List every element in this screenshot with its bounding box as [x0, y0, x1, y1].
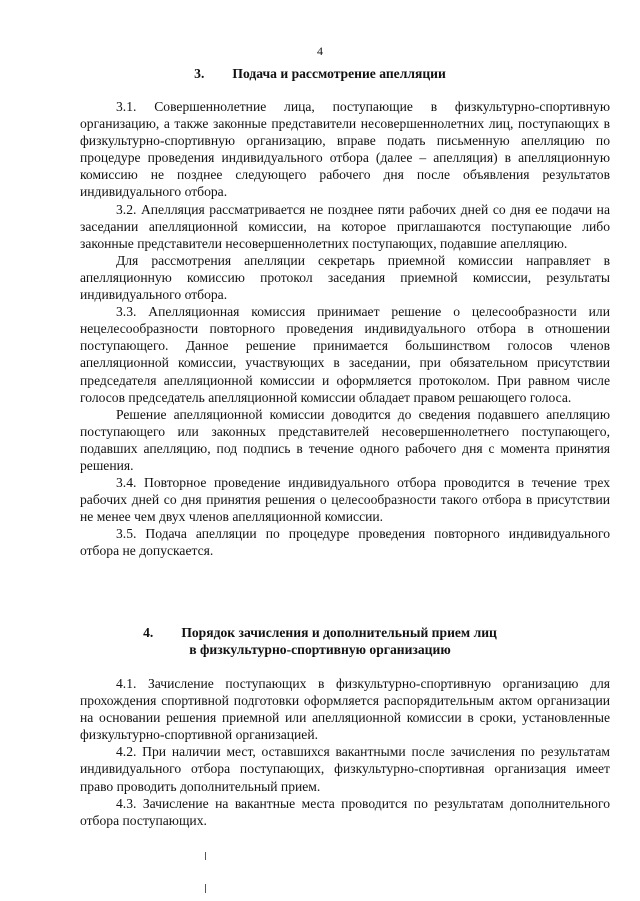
paragraph-3-1: 3.1. Совершеннолетние лица, поступающие в физкультурно-спортивную организацию, а также законные представители несовершеннолетних лиц, поступающих в физкультурно-спортивную организацию, вправе подать письменную апелляцию по процедуре проведения индивидуального отбора (далее – апелляция) в апелляционную комиссию не позднее следующего рабочего дня после объявления результатов индивидуального отбора.	[80, 99, 610, 200]
paragraph-3-3-cont: Решение апелляционной комиссии доводится до сведения подавшего апелляцию поступающего или законных представителей несовершеннолетнего поступающего, подавших апелляцию, под подпись в течение одного рабочего дня с момента принятия решения.	[80, 406, 610, 473]
section-4-title-line1: Порядок зачисления и дополнительный прием лиц	[181, 625, 497, 640]
paragraph-3-5: 3.5. Подача апелляции по процедуре проведения повторного индивидуального отбора не допускается.	[80, 526, 610, 559]
paragraph-3-2-cont: Для рассмотрения апелляции секретарь приемной комиссии направляет в апелляционную комиссию протокол заседания приемной комиссии, результаты индивидуального отбора.	[80, 252, 610, 303]
section-3-number: 3.	[194, 66, 205, 81]
scan-mark	[205, 852, 206, 860]
paragraph-3-3: 3.3. Апелляционная комиссия принимает решение о целесообразности или нецелесообразности повторного проведения индивидуального отбора в отношении поступающего. Данное решение принимается большинством голосов членов апелляционной комиссии, участвующих в заседании, при обязательном присутствии председателя апелляционной комиссии и оформляется протоколом. При равном числе голосов председатель апелляционной комиссии обладает правом решающего голоса.	[80, 304, 610, 405]
section-4-title-line2: в физкультурно-спортивную организацию	[189, 642, 451, 657]
paragraph-4-1: 4.1. Зачисление поступающих в физкультурно-спортивную организацию для прохождения спортивной подготовки оформляется распорядительным актом организации на основании решения приемной или апелляционной комиссии в сроки, установленные физкультурно-спортивной организацией.	[80, 676, 610, 743]
paragraph-4-3: 4.3. Зачисление на вакантные места проводится по результатам дополнительного отбора поступающих.	[80, 795, 610, 828]
section-4-body	[80, 675, 610, 829]
scan-mark	[205, 884, 206, 893]
section-3-title: Подача и рассмотрение апелляции	[232, 66, 446, 81]
section-4-heading-line2	[0, 641, 640, 658]
page-number: 4	[317, 44, 323, 58]
paragraph-3-2: 3.2. Апелляция рассматривается не позднее пяти рабочих дней со дня ее подачи на заседании апелляционной комиссии, на которое приглашаются поступающие либо законные представители несовершеннолетних поступающих, подавшие апелляцию.	[80, 201, 610, 251]
section-3-heading	[0, 65, 640, 82]
section-3-body	[80, 98, 610, 560]
section-4-number: 4.	[143, 625, 154, 640]
section-4-heading	[0, 624, 640, 641]
paragraph-4-2: 4.2. При наличии мест, оставшихся вакантными после зачисления по результатам индивидуального отбора поступающих, физкультурно-спортивная организация имеет право проводить дополнительный прием.	[80, 744, 610, 794]
paragraph-3-4: 3.4. Повторное проведение индивидуального отбора проводится в течение трех рабочих дней со дня принятия решения о целесообразности такого отбора в присутствии не менее чем двух членов апелляционной комиссии.	[80, 475, 610, 525]
